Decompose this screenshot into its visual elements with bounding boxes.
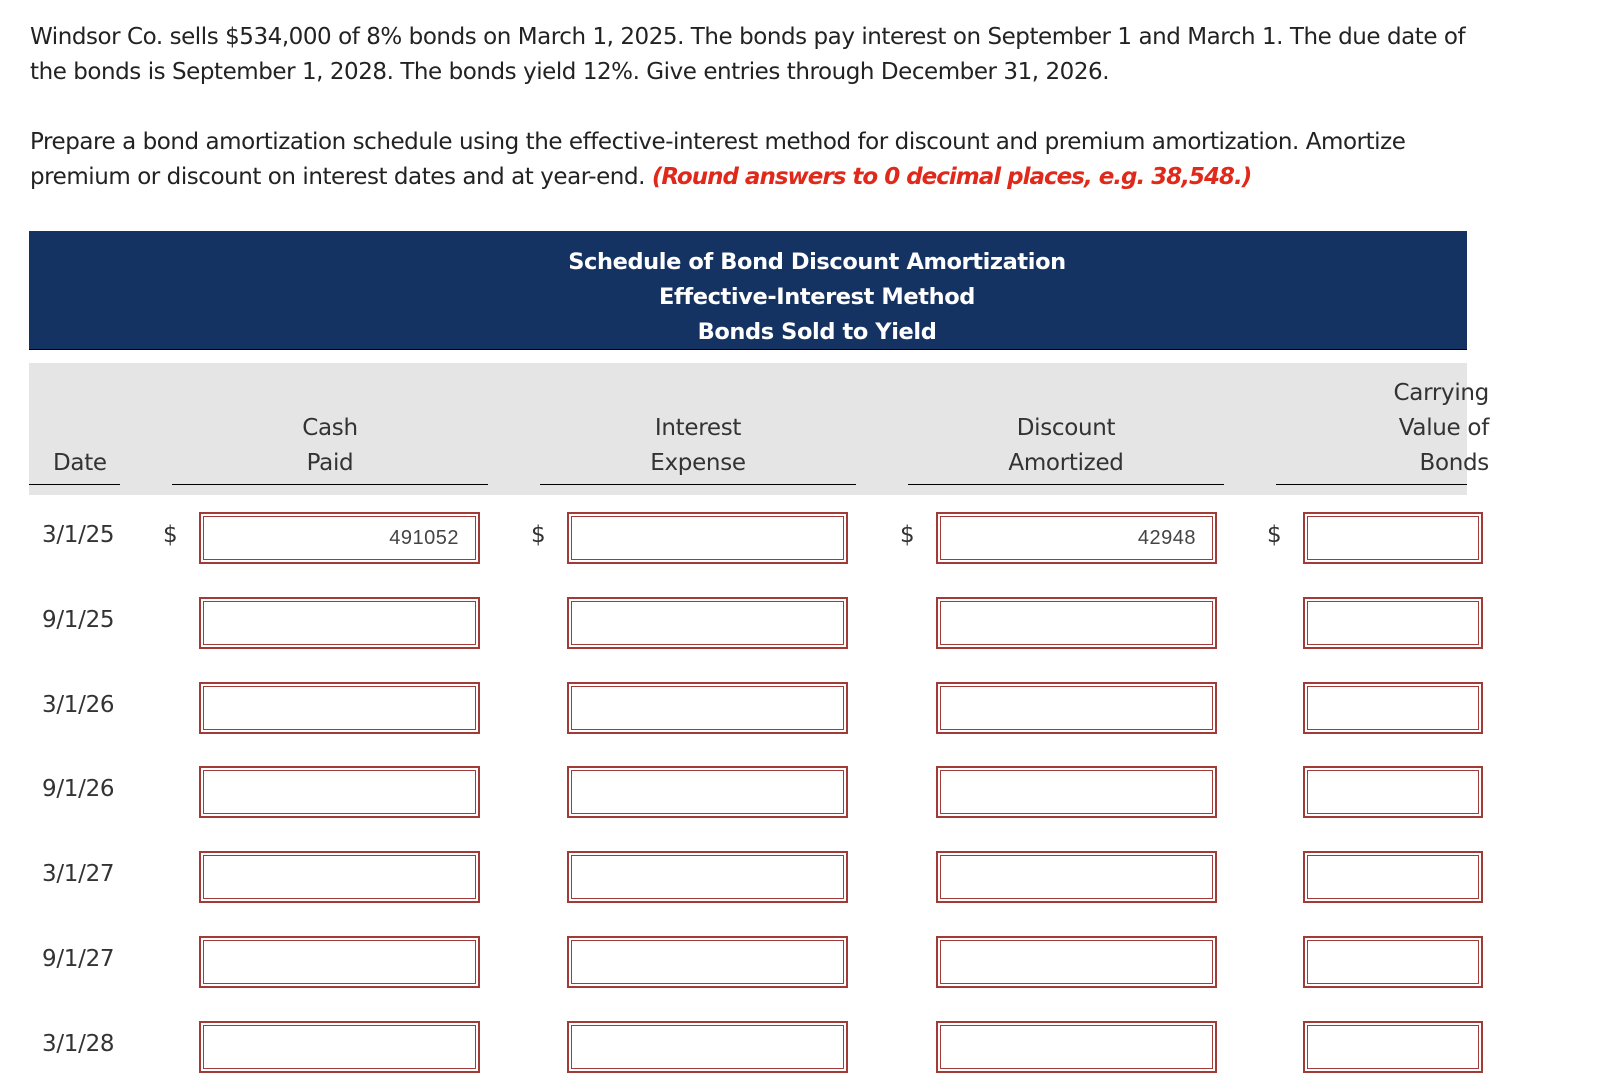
cash-paid-input[interactable] <box>199 512 480 564</box>
carrying-value-value[interactable] <box>1307 516 1479 560</box>
header-carrying-line3: Bonds <box>1419 450 1489 476</box>
interest-expense-value[interactable] <box>571 601 844 645</box>
dollar-sign: $ <box>163 522 178 548</box>
cash-paid-value[interactable] <box>203 770 476 814</box>
carrying-value-value[interactable] <box>1307 686 1479 730</box>
discount-amortized-input[interactable] <box>936 597 1217 649</box>
row-date: 9/1/27 <box>42 946 115 972</box>
interest-expense-value[interactable] <box>571 1025 844 1069</box>
carrying-value-input[interactable] <box>1303 682 1483 734</box>
discount-amortized-value[interactable] <box>940 1025 1213 1069</box>
carrying-value-input[interactable] <box>1303 766 1483 818</box>
rounding-note: (Round answers to 0 decimal places, e.g. 38,548.) <box>651 164 1252 190</box>
header-carrying-line1: Carrying <box>1393 380 1489 406</box>
row-date: 3/1/25 <box>42 522 115 548</box>
discount-amortized-value[interactable] <box>940 855 1213 899</box>
header-discount-amortized <box>908 411 1224 485</box>
schedule-title-line1: Schedule of Bond Discount Amortization <box>568 249 1066 275</box>
header-cash-paid <box>172 411 488 485</box>
carrying-value-value[interactable] <box>1307 1025 1479 1069</box>
discount-amortized-value[interactable]: 42948 <box>940 516 1213 560</box>
discount-amortized-value[interactable] <box>940 601 1213 645</box>
cash-paid-input[interactable] <box>199 1021 480 1073</box>
schedule-title-line2: Effective-Interest Method <box>658 284 975 310</box>
cash-paid-value[interactable]: 491052 <box>203 516 476 560</box>
dollar-sign: $ <box>1267 522 1282 548</box>
cash-paid-value[interactable] <box>203 601 476 645</box>
interest-expense-value[interactable] <box>571 770 844 814</box>
dollar-sign: $ <box>531 522 546 548</box>
header-date <box>29 446 120 485</box>
carrying-value-value[interactable] <box>1307 770 1479 814</box>
interest-expense-input[interactable] <box>567 512 848 564</box>
header-carrying-value <box>1276 376 1489 485</box>
header-interest-line2: Expense <box>650 450 746 476</box>
interest-expense-value[interactable] <box>571 686 844 730</box>
cash-paid-input[interactable] <box>199 851 480 903</box>
cash-paid-input[interactable] <box>199 766 480 818</box>
header-date-label: Date <box>53 450 107 476</box>
cash-paid-input[interactable] <box>199 597 480 649</box>
discount-amortized-input[interactable] <box>936 1021 1217 1073</box>
header-carrying-line2: Value of <box>1398 415 1489 441</box>
row-date: 9/1/25 <box>42 607 115 633</box>
header-cash-line1: Cash <box>302 415 358 441</box>
instructions <box>30 125 1470 195</box>
discount-amortized-input[interactable] <box>936 936 1217 988</box>
row-date: 3/1/26 <box>42 692 115 718</box>
interest-expense-input[interactable] <box>567 936 848 988</box>
discount-amortized-value[interactable] <box>940 686 1213 730</box>
cash-paid-value[interactable] <box>203 686 476 730</box>
discount-amortized-value[interactable] <box>940 940 1213 984</box>
schedule-title-banner <box>29 231 1467 350</box>
carrying-value-input[interactable] <box>1303 597 1483 649</box>
header-interest-line1: Interest <box>654 415 742 441</box>
problem-statement: Windsor Co. sells $534,000 of 8% bonds on March 1, 2025. The bonds pay interest on September 1 and March 1. The due date of the bonds is September 1, 2028. The bonds yield 12%. Give entries through December 31, 2026. <box>30 24 1466 85</box>
carrying-value-input[interactable] <box>1303 936 1483 988</box>
interest-expense-input[interactable] <box>567 766 848 818</box>
instructions-text: Prepare a bond amortization schedule using the effective-interest method for discount and premium amortization. Amortize premium or discount on interest dates and at year-end. <box>30 129 1406 190</box>
row-date: 3/1/27 <box>42 861 115 887</box>
interest-expense-value[interactable] <box>571 940 844 984</box>
interest-expense-input[interactable] <box>567 1021 848 1073</box>
carrying-value-value[interactable] <box>1307 601 1479 645</box>
cash-paid-value[interactable] <box>203 1025 476 1069</box>
interest-expense-input[interactable] <box>567 597 848 649</box>
carrying-value-value[interactable] <box>1307 855 1479 899</box>
discount-amortized-input[interactable] <box>936 512 1217 564</box>
schedule-title-line3: Bonds Sold to Yield <box>697 319 937 345</box>
header-cash-line2: Paid <box>306 450 354 476</box>
carrying-value-input[interactable] <box>1303 512 1483 564</box>
carrying-value-input[interactable] <box>1303 1021 1483 1073</box>
row-date: 3/1/28 <box>42 1031 115 1057</box>
cash-paid-value[interactable] <box>203 940 476 984</box>
cash-paid-input[interactable] <box>199 682 480 734</box>
discount-amortized-input[interactable] <box>936 851 1217 903</box>
cash-paid-input[interactable] <box>199 936 480 988</box>
dollar-sign: $ <box>900 522 915 548</box>
cash-paid-value[interactable] <box>203 855 476 899</box>
discount-amortized-value[interactable] <box>940 770 1213 814</box>
discount-amortized-input[interactable] <box>936 766 1217 818</box>
discount-amortized-input[interactable] <box>936 682 1217 734</box>
header-discount-line1: Discount <box>1016 415 1116 441</box>
interest-expense-input[interactable] <box>567 851 848 903</box>
interest-expense-input[interactable] <box>567 682 848 734</box>
header-interest-expense <box>540 411 856 485</box>
interest-expense-value[interactable] <box>571 516 844 560</box>
carrying-value-value[interactable] <box>1307 940 1479 984</box>
interest-expense-value[interactable] <box>571 855 844 899</box>
row-date: 9/1/26 <box>42 776 115 802</box>
carrying-value-input[interactable] <box>1303 851 1483 903</box>
header-discount-line2: Amortized <box>1008 450 1124 476</box>
